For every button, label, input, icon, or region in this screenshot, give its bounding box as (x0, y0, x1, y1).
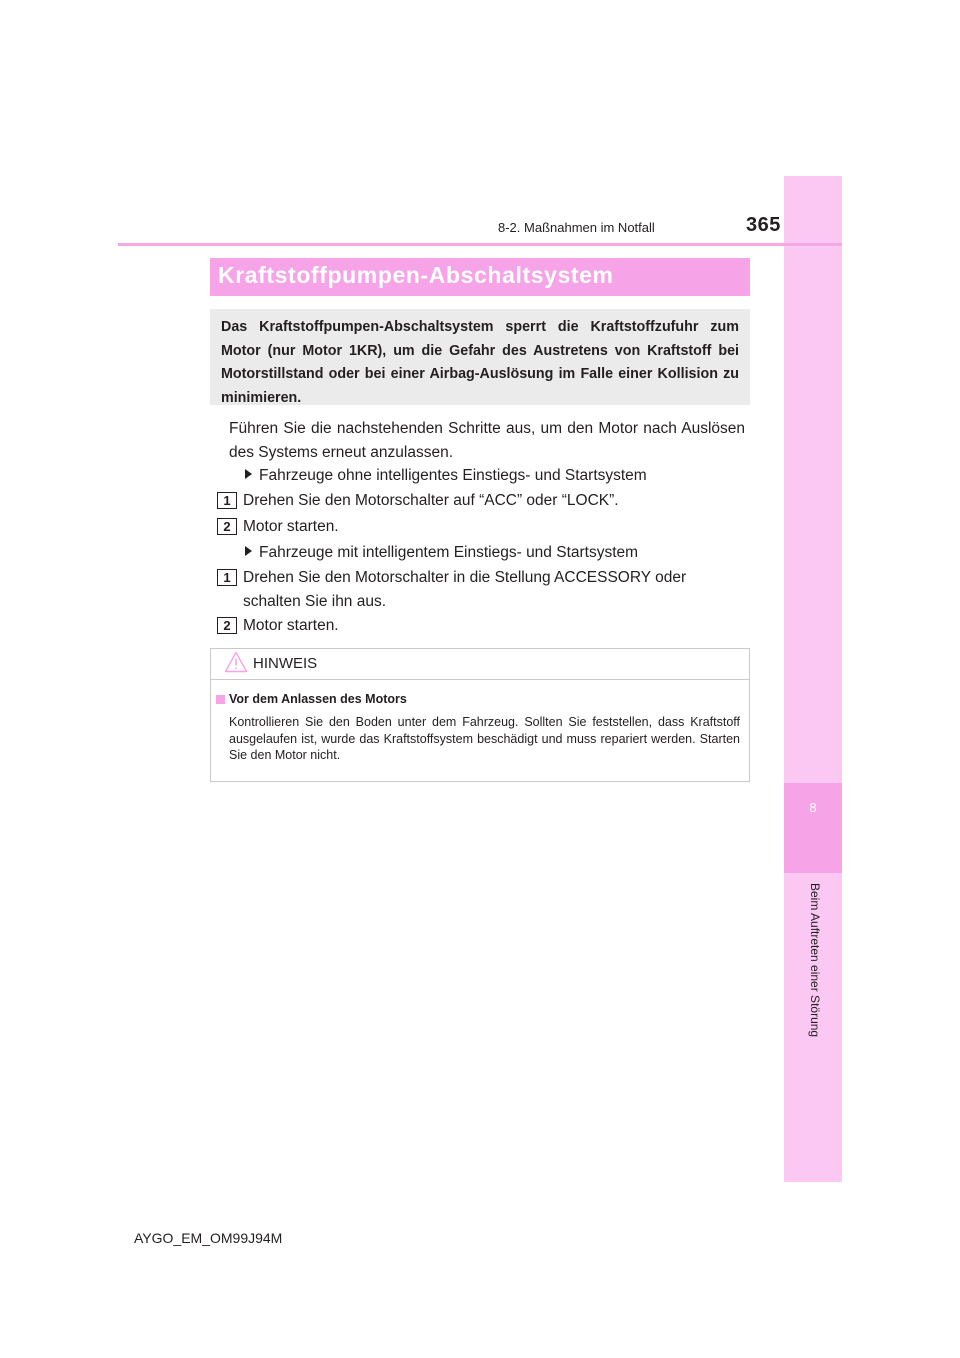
chapter-number: 8 (809, 800, 817, 815)
subheading-without-smart-key: Fahrzeuge ohne intelligentes Einstiegs- und Startsystem (245, 467, 647, 485)
square-bullet-icon (216, 695, 225, 704)
triangle-bullet-icon (245, 469, 252, 479)
step-number-badge: 2 (217, 518, 237, 535)
footer-document-code: AYGO_EM_OM99J94M (134, 1230, 283, 1246)
header-rule (118, 243, 842, 246)
page-number: 365 (746, 214, 781, 236)
step-number-badge: 1 (217, 569, 237, 586)
side-tab-active-chapter (784, 783, 842, 873)
intro-box: Das Kraftstoffpumpen-Abschaltsystem sperrt die Kraftstoffzufuhr zum Motor (nur Motor 1KR), um die Gefahr des Austretens von Kraftstoff bei Motorstillstand oder bei einer Airbag-Auslösung im Falle einer Kollision zu minimieren. (210, 309, 750, 405)
subheading-with-smart-key: Fahrzeuge mit intelligentem Einstiegs- und Startsystem (245, 544, 638, 562)
step-text: Motor starten. (243, 617, 339, 634)
notice-item-text: Kontrollieren Sie den Boden unter dem Fahrzeug. Sollten Sie feststellen, dass Kraftstoff ausgelaufen ist, wurde das Kraftstoffsystem beschädigt und muss repariert werden. Starten Sie den Motor nicht. (229, 715, 740, 762)
warning-triangle-icon (224, 651, 248, 673)
step-text: Drehen Sie den Motorschalter auf “ACC” oder “LOCK”. (243, 492, 619, 509)
notice-heading: HINWEIS (253, 655, 318, 672)
triangle-bullet-icon (245, 546, 252, 556)
step-text: Drehen Sie den Motorschalter in die Stellung ACCESSORY oder schalten Sie ihn aus. (243, 569, 687, 610)
body-paragraph: Führen Sie die nachstehenden Schritte aus, um den Motor nach Auslösen des Systems erneut anzulassen. (229, 420, 745, 461)
notice-item-title: Vor dem Anlassen des Motors (229, 692, 407, 706)
page-title: Kraftstoffpumpen-Abschaltsystem (218, 262, 614, 288)
step-text: Motor starten. (243, 518, 339, 535)
chapter-label: Beim Auftreten einer Störung (808, 883, 822, 1038)
step-number-badge: 2 (217, 617, 237, 634)
step-number-badge: 1 (217, 492, 237, 509)
notice-divider (211, 679, 749, 680)
section-header: 8-2. Maßnahmen im Notfall (498, 220, 655, 235)
